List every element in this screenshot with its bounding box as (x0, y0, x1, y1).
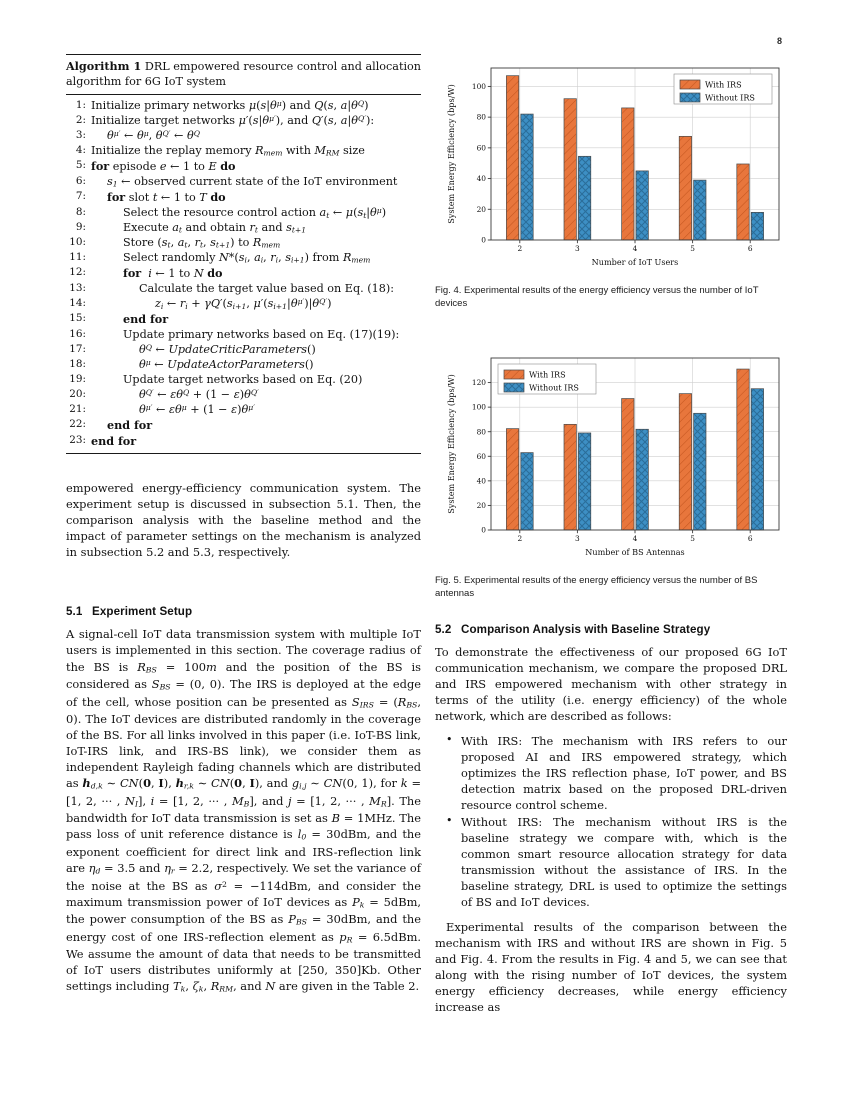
algorithm-line-text: Initialize the replay memory $R_{mem}$ with $M_{RM}$ size (91, 144, 365, 158)
algorithm-line-number: 3: (75, 129, 86, 142)
bar (737, 164, 749, 240)
algorithm-line (66, 129, 421, 144)
algorithm-line-number: 16: (69, 328, 86, 341)
bar (737, 369, 749, 530)
x-tick-label: 5 (690, 244, 695, 253)
figure-4-chart (435, 54, 787, 279)
algorithm-line-text: $\theta^{\mu'}$ ← $\theta^\mu$, $\theta^{Q'}$ ← $\theta^Q$ (107, 129, 200, 143)
algorithm-line-text: Update target networks based on Eq. (20) (123, 373, 363, 387)
section-number: 5.1 (66, 605, 83, 619)
algorithm-line-text: for episode e ← 1 to E do (91, 159, 236, 174)
bar (751, 212, 763, 240)
algorithm-line (66, 175, 421, 190)
bar (622, 399, 634, 530)
legend-label: With IRS (705, 79, 742, 90)
algorithm-line-text: $\theta^\mu$ ← UpdateActorParameters() (139, 358, 314, 372)
x-tick-label: 3 (575, 534, 580, 544)
algorithm-line (66, 236, 421, 251)
algorithm-line-text: end for (91, 434, 137, 449)
y-axis-label: System Energy Efficiency (bps/W) (446, 84, 456, 224)
bar (578, 433, 590, 530)
y-tick-label: 20 (476, 204, 486, 214)
figure-5-legend (498, 364, 596, 394)
algorithm-line (66, 190, 421, 206)
x-axis-label: Number of IoT Users (591, 257, 679, 267)
section-title: Comparison Analysis with Baseline Strategy (461, 622, 711, 636)
algorithm-block (66, 54, 421, 454)
figure-5-caption: Fig. 5. Experimental results of the energy efficiency versus the number of BS antennas (435, 575, 758, 599)
x-tick-label: 4 (632, 244, 638, 253)
experiment-setup-paragraph: A signal-cell IoT data transmission system with multiple IoT users is implemented in this section. The coverage radius of the BS is $R_{BS} = 100m$ and the position of the BS is considered as $S_{BS} = (0$, 0). The IRS is deployed at the edge of the cell, whose position can be presented as $S_{IRS} = (R_{BS}$, 0). The IoT devices are distributed randomly in the coverage of the BS. For all links involved in this paper (i.e. IoT-BS link, IoT-IRS link, and IRS-BS link), we consider them as independent Rayleigh fading channels which are distributed as $h_{d,k}$ ∼ CN(0, I), $h_{r,k}$ ∼ CN(0, I), and $g_{i,j}$ ∼ CN(0, 1), for k = [1, 2, ··· , $N_I$], i = [1, 2, ··· , $M_B$], and j = [1, 2, ··· , $M_R$]. The bandwidth for IoT data transmission is set as B = 1MHz. The pass loss of unit reference distance is $l_0 = 30dBm$, and the exponent coefficient for direct link and IRS-reflection link are $\eta_d = 3.5$ and $\eta_r = 2.2$, respectively. We set the variance of the noise at the BS as $\sigma^2 = -114dBm$, and consider the maximum transmission power of IoT devices as $P_k = 5dBm$, the power consumption of the BS as $P_{BS} = 30dBm$, and the energy cost of one IRS-reflection element as $p_R = 6.5dBm$. We assume the amount of data that needs to be transmitted of IoT users distributes uniformly at [250, 350]Kb. Other settings including $T_k$, $\zeta_k$, $R_{RM}$, and N are given in the Table 2. (66, 627, 422, 995)
algorithm-line-text: for i ← 1 to N do (123, 266, 223, 281)
y-tick-label: 40 (476, 476, 486, 486)
bar (694, 180, 706, 240)
legend-label: With IRS (529, 369, 566, 380)
bar (636, 430, 648, 531)
algorithm-line-number: 7: (75, 190, 86, 203)
algorithm-line-number: 20: (69, 388, 86, 401)
algorithm-title-text: DRL empowered resource control and allocation algorithm for 6G IoT system (66, 60, 421, 88)
algorithm-line-number: 10: (69, 236, 86, 249)
y-tick-label: 60 (476, 143, 486, 153)
algorithm-line (66, 403, 421, 418)
x-axis-label: Number of BS Antennas (585, 547, 685, 558)
strategy-list (435, 733, 787, 910)
x-tick-label: 4 (632, 534, 638, 544)
algorithm-line-number: 1: (75, 98, 86, 111)
algorithm-line-number: 21: (69, 403, 86, 416)
section-heading-5-1 (66, 605, 421, 618)
figure-4-labels (446, 79, 753, 267)
legend-swatch (504, 370, 524, 379)
algorithm-line (66, 221, 421, 236)
bar (636, 171, 648, 240)
algorithm-line (66, 343, 421, 358)
algorithm-line-number: 12: (69, 266, 86, 279)
algorithm-line (66, 144, 421, 159)
legend-swatch (504, 383, 524, 392)
algorithm-line (66, 373, 421, 388)
algorithm-line (66, 282, 421, 297)
algorithm-line-text: Calculate the target value based on Eq. (18): (139, 281, 394, 295)
algorithm-line-number: 17: (69, 342, 86, 355)
left-column (66, 54, 421, 1005)
x-tick-label: 2 (517, 244, 523, 253)
algorithm-line (66, 99, 421, 114)
list-item: • Without IRS: The mechanism without IRS is the baseline strategy we compare with, which is the common smart resource allocation strategy for data transmission without the assistance of IRS. In the baseline strategy, DRL is used to optimize the settings of BS and IoT devices. (461, 814, 787, 910)
section-heading-5-2 (435, 623, 787, 636)
bar (564, 99, 576, 240)
algorithm-line-number: 9: (75, 221, 86, 234)
algorithm-line-text: Execute $a_t$ and obtain $r_t$ and $s_{t+1}$ (123, 221, 307, 235)
legend-label: Without IRS (705, 92, 755, 103)
algorithm-line-text: $\theta^{\mu'}$ ← $\varepsilon\theta^\mu + (1 - \varepsilon)\theta^{\mu'}$ (139, 403, 255, 417)
algorithm-line-number: 8: (75, 206, 86, 219)
bar (521, 114, 533, 240)
algorithm-line-text: Update primary networks based on Eq. (17)(19): (123, 328, 400, 342)
algorithm-line-number: 15: (69, 312, 86, 325)
bar (622, 108, 634, 240)
figure-4-caption: Fig. 4. Experimental results of the energy efficiency versus the number of IoT devices (435, 285, 759, 309)
list-item: • With IRS: The mechanism with IRS refers to our proposed AI and IRS empowered strategy, which optimizes the IRS reflection phase, IoT power, and BS detection matrix based on the proposed DRL-driven resource control scheme. (461, 733, 787, 813)
bar (751, 389, 763, 530)
y-tick-label: 100 (471, 402, 486, 412)
y-tick-label: 80 (476, 427, 486, 437)
algorithm-line-text: end for (107, 418, 153, 433)
algorithm-line-text: $z_i$ ← $r_i + \gamma Q'(s_{i+1}$, $\mu'(s_{i+1}|\theta^{\mu'})|\theta^{Q'}$) (155, 296, 332, 311)
algorithm-label: Algorithm 1 (66, 59, 142, 73)
bar (506, 76, 518, 240)
algorithm-line-text: Store ($s_t$, $a_t$, $r_t$, $s_{t+1}$) to $R_{mem}$ (123, 236, 281, 250)
x-tick-label: 2 (517, 534, 523, 544)
algorithm-title (66, 55, 421, 94)
algorithm-line-text: $\theta^Q$ ← UpdateCriticParameters() (139, 342, 316, 357)
algorithm-line (66, 388, 421, 403)
algorithm-line (66, 418, 421, 434)
legend-label: Without IRS (529, 382, 579, 393)
section-title: Experiment Setup (92, 605, 193, 619)
section-number: 5.2 (435, 622, 452, 636)
algorithm-line (66, 328, 421, 343)
algorithm-line-text: $\theta^{Q'}$ ← $\varepsilon\theta^Q + (1 - \varepsilon)\theta^{Q'}$ (139, 388, 259, 402)
algorithm-line (66, 206, 421, 221)
y-tick-label: 120 (471, 378, 486, 388)
algorithm-line-text: for slot t ← 1 to T do (107, 190, 226, 205)
algorithm-line-number: 6: (75, 175, 86, 188)
y-axis-label: System Energy Efficiency (bps/W) (446, 374, 456, 515)
bar (521, 453, 533, 530)
y-tick-label: 40 (476, 174, 486, 184)
legend-swatch (680, 80, 700, 89)
algorithm-line (66, 312, 421, 328)
bar (564, 425, 576, 531)
figure-5-chart (435, 344, 787, 569)
legend-swatch (680, 93, 700, 102)
intro-paragraph: empowered energy-efficiency communication system. The experiment setup is discussed in subsection 5.1. Then, the comparison analysis with the baseline method and the impact of parameter settings on the mechanism is analyzed in subsection 5.2 and 5.3, respectively. (66, 481, 421, 560)
figure-4 (435, 54, 787, 310)
algorithm-line-number: 23: (69, 434, 86, 447)
bar (694, 414, 706, 531)
algorithm-line-text: Select the resource control action $a_t$ ← $\mu(s_t|\theta^\mu)$ (123, 206, 387, 220)
algorithm-line-number: 14: (69, 296, 86, 309)
algorithm-line (66, 251, 421, 266)
right-column (435, 54, 787, 1024)
x-tick-label: 5 (690, 534, 695, 544)
y-tick-label: 60 (476, 452, 486, 462)
algorithm-line-text: Initialize target networks $\mu'(s|\theta^{\mu'})$, and Q′(s, $a|\theta^{Q'}$): (91, 113, 375, 128)
y-tick-label: 100 (471, 82, 486, 92)
algorithm-line-number: 5: (75, 159, 86, 172)
algorithm-line-number: 4: (75, 144, 86, 157)
bar (578, 156, 590, 240)
algorithm-line (66, 297, 421, 312)
algorithm-line (66, 159, 421, 175)
algorithm-line-text: Select randomly $N*(s_i$, $a_i$, $r_i$, $s_{i+1}$) from $R_{mem}$ (123, 251, 371, 265)
y-tick-label: 0 (481, 235, 486, 245)
algorithm-line (66, 266, 421, 282)
algorithm-line-number: 22: (69, 418, 86, 431)
algorithm-line-number: 11: (69, 251, 86, 264)
x-tick-label: 6 (747, 244, 753, 253)
comparison-paragraph: To demonstrate the effectiveness of our proposed 6G IoT communication mechanism, we compare the proposed DRL and IRS empowered mechanism with other strategy in terms of the utility (i.e. energy efficiency) of the whole network, which are described as follows: (435, 644, 787, 723)
figure-5 (435, 344, 787, 600)
algorithm-line (66, 114, 421, 129)
algorithm-line-number: 18: (69, 358, 86, 371)
y-tick-label: 20 (476, 501, 486, 511)
figure-5-svg (435, 344, 787, 569)
x-tick-label: 6 (747, 534, 753, 544)
algorithm-line-text: $s_1$ ← observed current state of the IoT environment (107, 175, 398, 189)
x-tick-label: 3 (575, 244, 580, 253)
algorithm-line-number: 19: (69, 373, 86, 386)
algorithm-line-text: Initialize primary networks $\mu(s|\theta^\mu)$ and Q(s, $a|\theta^Q$) (91, 98, 369, 112)
y-tick-label: 80 (476, 112, 486, 122)
figure-4-svg (435, 54, 787, 279)
y-tick-label: 0 (481, 525, 486, 535)
page-number: 8 (776, 36, 782, 46)
figure-4-legend (674, 74, 772, 104)
bar (679, 136, 691, 240)
algorithm-line-number: 2: (75, 113, 86, 126)
algorithm-line-text: end for (123, 312, 169, 327)
algorithm-line-number: 13: (69, 281, 86, 294)
algorithm-line (66, 434, 421, 450)
bar (506, 429, 518, 530)
results-paragraph: Experimental results of the comparison between the mechanism with IRS and without IRS are shown in Fig. 5 and Fig. 4. From the results in Fig. 4 and 5, we can see that along with the rising number of IoT devices, the system energy efficiency decreases, while energy efficiency increase as (435, 919, 787, 1014)
algorithm-lines (66, 95, 421, 454)
bar (679, 394, 691, 530)
algorithm-line (66, 358, 421, 373)
